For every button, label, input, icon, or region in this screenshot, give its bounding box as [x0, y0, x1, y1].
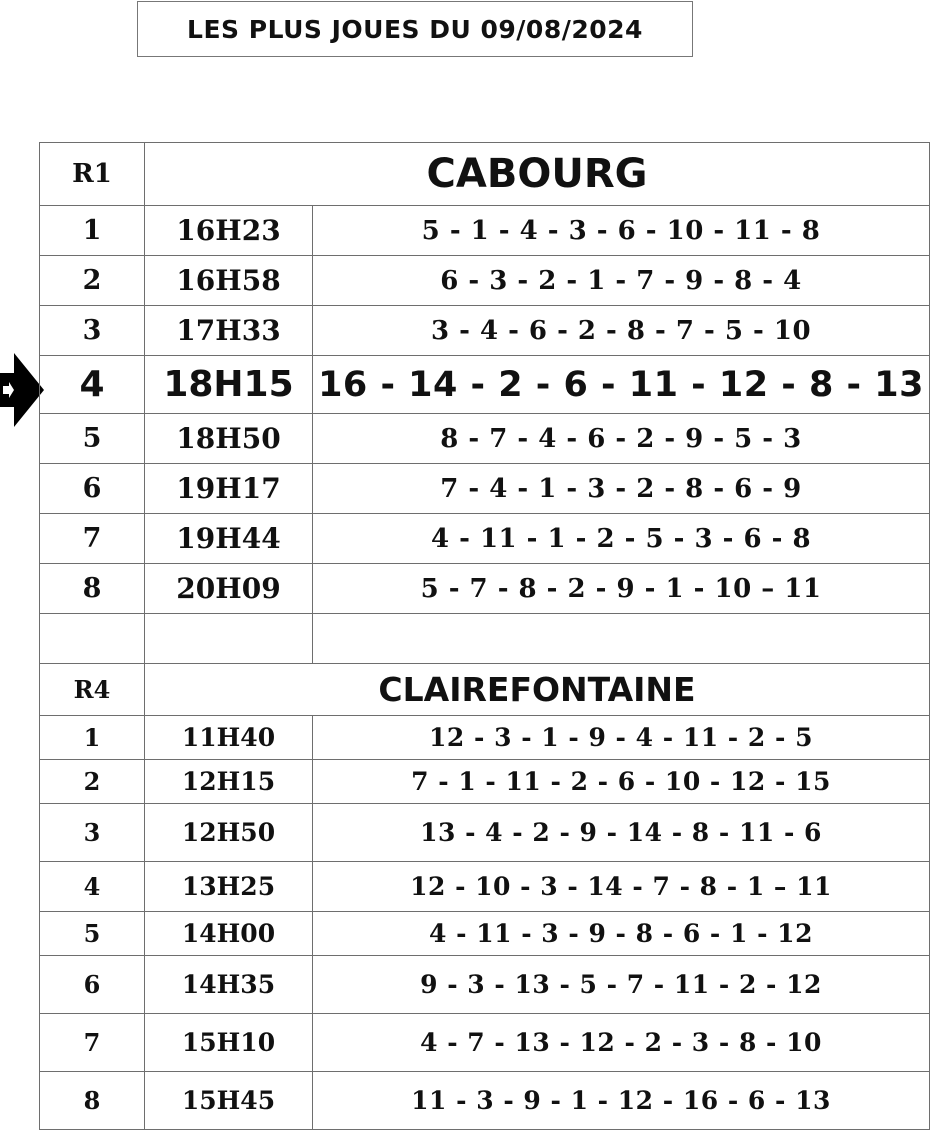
- race-time: 16H58: [145, 256, 313, 306]
- venue-name: CABOURG: [145, 143, 930, 206]
- race-row: [40, 760, 930, 804]
- race-time: 15H10: [145, 1014, 313, 1072]
- race-number: 4: [40, 862, 145, 912]
- race-time: 19H44: [145, 514, 313, 564]
- race-number: 8: [40, 1072, 145, 1130]
- race-number: 6: [40, 956, 145, 1014]
- race-number: 7: [40, 1014, 145, 1072]
- race-number: 3: [40, 306, 145, 356]
- race-row: [40, 1014, 930, 1072]
- race-combo: 4 - 11 - 1 - 2 - 5 - 3 - 6 - 8: [313, 514, 930, 564]
- race-combo: 4 - 11 - 3 - 9 - 8 - 6 - 1 - 12: [313, 912, 930, 956]
- page-title: LES PLUS JOUES DU 09/08/2024: [187, 14, 643, 44]
- race-time: 14H35: [145, 956, 313, 1014]
- race-time: 12H15: [145, 760, 313, 804]
- empty-cell: [145, 614, 313, 664]
- race-number: 5: [40, 414, 145, 464]
- race-combo: 16 - 14 - 2 - 6 - 11 - 12 - 8 - 13: [313, 356, 930, 414]
- race-row: [40, 514, 930, 564]
- race-time: 20H09: [145, 564, 313, 614]
- race-combo: 6 - 3 - 2 - 1 - 7 - 9 - 8 - 4: [313, 256, 930, 306]
- race-combo: 12 - 3 - 1 - 9 - 4 - 11 - 2 - 5: [313, 716, 930, 760]
- race-number: 4: [40, 356, 145, 414]
- race-time: 18H15: [145, 356, 313, 414]
- spacer-row: [40, 614, 930, 664]
- race-row: [40, 306, 930, 356]
- race-number: 6: [40, 464, 145, 514]
- race-row: [40, 206, 930, 256]
- race-number: 1: [40, 716, 145, 760]
- race-time: 12H50: [145, 804, 313, 862]
- race-combo: 5 - 1 - 4 - 3 - 6 - 10 - 11 - 8: [313, 206, 930, 256]
- venue-name: CLAIREFONTAINE: [145, 664, 930, 716]
- race-row: [40, 464, 930, 514]
- race-combo: 13 - 4 - 2 - 9 - 14 - 8 - 11 - 6: [313, 804, 930, 862]
- race-time: 14H00: [145, 912, 313, 956]
- race-row: [40, 1072, 930, 1130]
- race-combo: 12 - 10 - 3 - 14 - 7 - 8 - 1 – 11: [313, 862, 930, 912]
- race-number: 2: [40, 760, 145, 804]
- race-row: [40, 716, 930, 760]
- empty-cell: [313, 614, 930, 664]
- race-row: [40, 414, 930, 464]
- race-row-highlighted: [40, 356, 930, 414]
- arrow-right-icon: [0, 353, 44, 427]
- race-number: 8: [40, 564, 145, 614]
- race-row: [40, 862, 930, 912]
- meeting-code: R1: [40, 143, 145, 206]
- race-combo: 11 - 3 - 9 - 1 - 12 - 16 - 6 - 13: [313, 1072, 930, 1130]
- race-time: 13H25: [145, 862, 313, 912]
- race-number: 5: [40, 912, 145, 956]
- race-combo: 7 - 1 - 11 - 2 - 6 - 10 - 12 - 15: [313, 760, 930, 804]
- races-table: [39, 142, 930, 1130]
- race-number: 1: [40, 206, 145, 256]
- race-combo: 4 - 7 - 13 - 12 - 2 - 3 - 8 - 10: [313, 1014, 930, 1072]
- race-time: 16H23: [145, 206, 313, 256]
- race-time: 19H17: [145, 464, 313, 514]
- race-time: 11H40: [145, 716, 313, 760]
- meeting-code: R4: [40, 664, 145, 716]
- race-combo: 9 - 3 - 13 - 5 - 7 - 11 - 2 - 12: [313, 956, 930, 1014]
- race-row: [40, 956, 930, 1014]
- race-row: [40, 564, 930, 614]
- race-time: 18H50: [145, 414, 313, 464]
- race-combo: 5 - 7 - 8 - 2 - 9 - 1 - 10 – 11: [313, 564, 930, 614]
- race-time: 15H45: [145, 1072, 313, 1130]
- race-combo: 3 - 4 - 6 - 2 - 8 - 7 - 5 - 10: [313, 306, 930, 356]
- race-number: 2: [40, 256, 145, 306]
- race-number: 7: [40, 514, 145, 564]
- race-row: [40, 804, 930, 862]
- race-row: [40, 256, 930, 306]
- race-combo: 7 - 4 - 1 - 3 - 2 - 8 - 6 - 9: [313, 464, 930, 514]
- race-time: 17H33: [145, 306, 313, 356]
- race-combo: 8 - 7 - 4 - 6 - 2 - 9 - 5 - 3: [313, 414, 930, 464]
- race-number: 3: [40, 804, 145, 862]
- meeting-header-row: [40, 664, 930, 716]
- title-box: [137, 1, 693, 57]
- meeting-header-row: [40, 143, 930, 206]
- empty-cell: [40, 614, 145, 664]
- race-row: [40, 912, 930, 956]
